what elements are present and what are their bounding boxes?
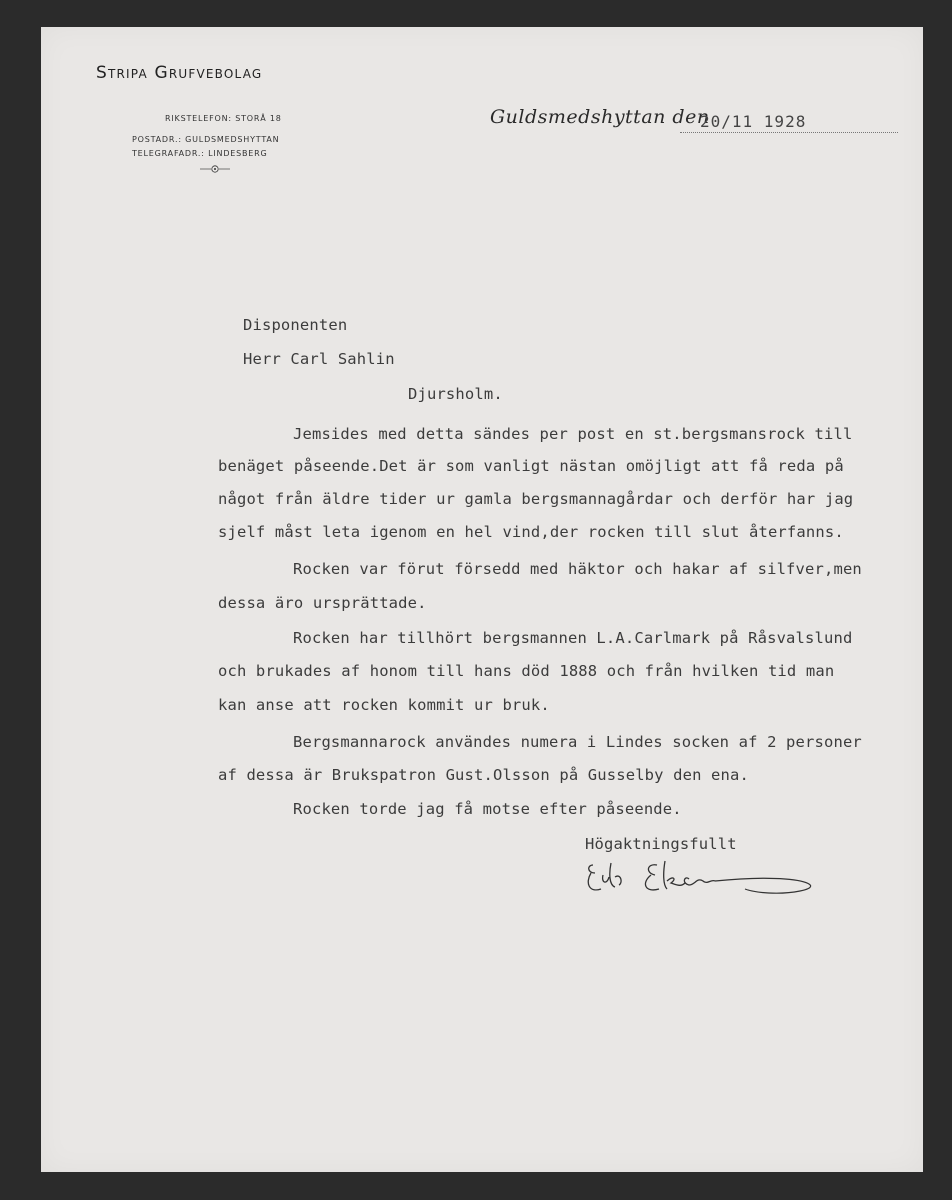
body-line: sjelf måst leta igenom en hel vind,der rocken till slut återfanns.	[218, 523, 844, 541]
company-name: Stripa Grufvebolag	[96, 63, 263, 83]
body-line: kan anse att rocken kommit ur bruk.	[218, 696, 550, 714]
dateline-place: Guldsmedshyttan den	[490, 106, 710, 128]
body-line: af dessa är Brukspatron Gust.Olsson på Gusselby den ena.	[218, 766, 749, 784]
recipient-name: Herr Carl Sahlin	[243, 350, 395, 368]
body-line: dessa äro ursprättade.	[218, 594, 427, 612]
handwritten-signature	[585, 853, 825, 898]
telegraph-address: TELEGRAFADR.: LINDESBERG	[132, 149, 268, 158]
recipient-title: Disponenten	[243, 316, 348, 334]
body-line: något från äldre tider ur gamla bergsmannagårdar och derför har jag	[218, 490, 854, 508]
phone-line: RIKSTELEFON: STORÅ 18	[165, 114, 282, 123]
body-line: och brukades af honom till hans död 1888 och från hvilken tid man	[218, 662, 835, 680]
body-line: Rocken torde jag få motse efter påseende.	[293, 800, 682, 818]
flower-ornament-icon	[200, 163, 230, 175]
body-line: Bergsmannarock användes numera i Lindes socken af 2 personer	[293, 733, 862, 751]
closing-salutation: Högaktningsfullt	[585, 835, 737, 853]
postal-address: POSTADR.: GULDSMEDSHYTTAN	[132, 135, 280, 144]
recipient-place: Djursholm.	[408, 385, 503, 403]
dateline-date: 20/11 1928	[700, 112, 807, 131]
dateline-dotted-rule	[680, 132, 898, 133]
body-line: Rocken var förut försedd med häktor och hakar af silfver,men	[293, 560, 862, 578]
letter-paper	[41, 27, 923, 1172]
body-line: Jemsides med detta sändes per post en st.bergsmansrock till	[293, 425, 853, 443]
body-line: benäget påseende.Det är som vanligt nästan omöjligt att få reda på	[218, 457, 844, 475]
body-line: Rocken har tillhört bergsmannen L.A.Carlmark på Råsvalslund	[293, 629, 853, 647]
